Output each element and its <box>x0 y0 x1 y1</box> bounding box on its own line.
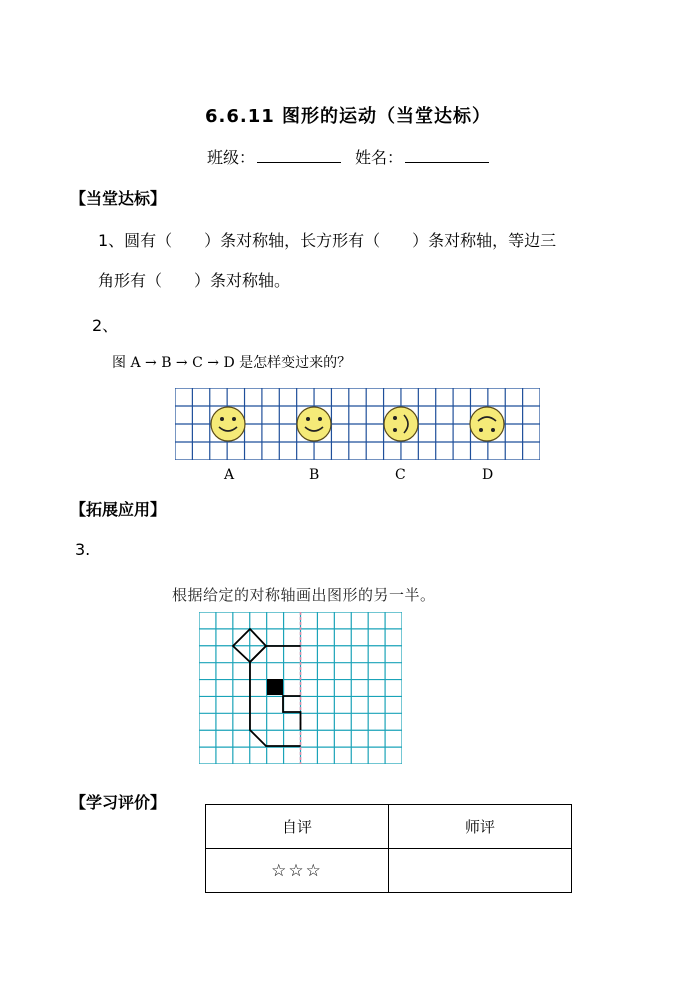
question-3-number: 3. <box>75 540 91 559</box>
label-c: C <box>395 467 406 483</box>
section-practice-heading: 【当堂达标】 <box>70 189 167 208</box>
smiley-face-a <box>211 407 245 441</box>
class-blank[interactable] <box>257 146 341 163</box>
label-d: D <box>482 467 494 483</box>
teacher-eval-header: 师评 <box>389 805 572 849</box>
smiley-face-d-upside-down <box>470 407 504 441</box>
evaluation-table <box>205 804 572 893</box>
question-1-line-1: 1、圆有（ ）条对称轴，长方形有（ ）条对称轴，等边三 <box>98 231 557 250</box>
class-label: 班级： <box>206 148 255 167</box>
section-extension-heading: 【拓展应用】 <box>70 500 167 519</box>
name-blank[interactable] <box>405 146 489 163</box>
teacher-rating-cell[interactable] <box>389 849 572 893</box>
label-a: A <box>224 467 235 483</box>
question-2-number: 2、 <box>92 316 119 335</box>
section-evaluation-heading: 【学习评价】 <box>70 793 167 812</box>
face-transform-grid <box>175 388 540 460</box>
question-1-line-2: 角形有（ ）条对称轴。 <box>98 271 291 290</box>
filled-black-square <box>267 679 283 695</box>
self-rating-stars[interactable]: ☆☆☆ <box>206 849 389 893</box>
smiley-face-c-rotated <box>384 407 418 441</box>
symmetry-grid <box>199 612 402 764</box>
question-3-prompt: 根据给定的对称轴画出图形的另一半。 <box>172 586 436 604</box>
page-title: 6.6.11 图形的运动（当堂达标） <box>204 106 492 127</box>
name-label: 姓名： <box>355 148 404 167</box>
question-2-prompt: 图 A → B → C → D 是怎样变过来的？ <box>112 355 352 371</box>
smiley-face-b <box>297 407 331 441</box>
label-b: B <box>309 467 320 483</box>
student-info-line <box>0 145 696 168</box>
self-eval-header: 自评 <box>206 805 389 849</box>
